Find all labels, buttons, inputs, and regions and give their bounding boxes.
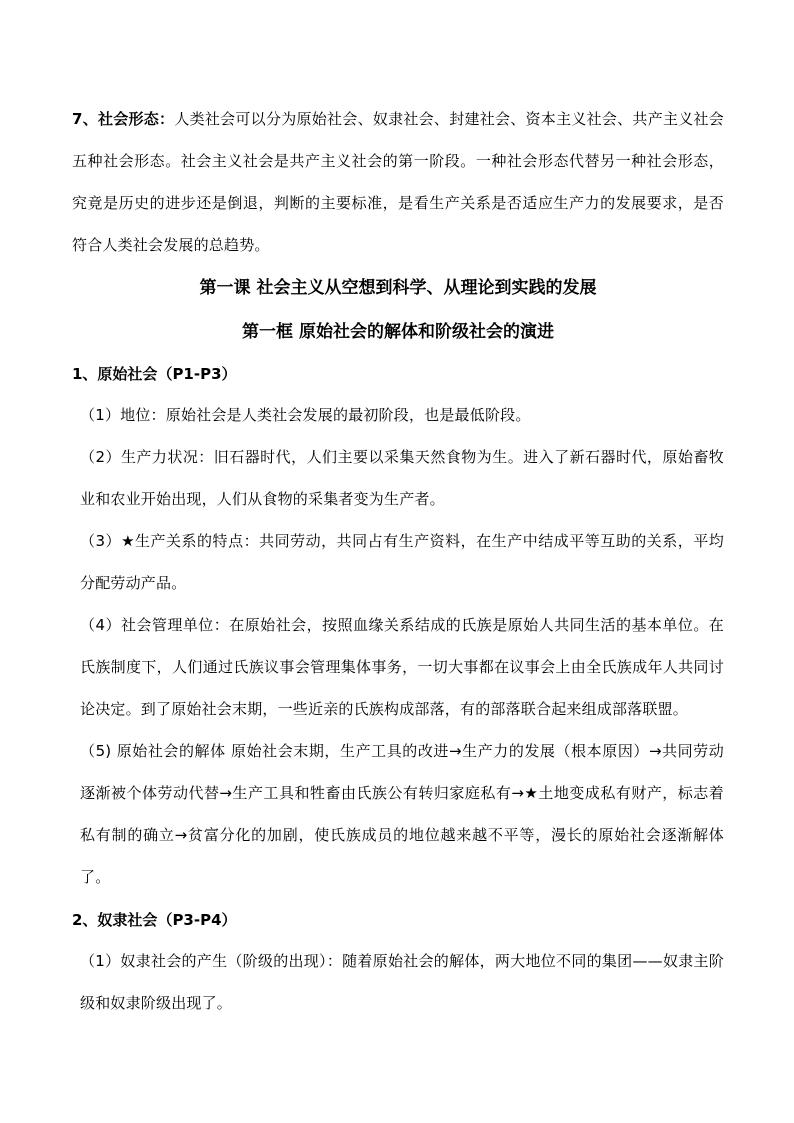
part-1-item-5: （5) 原始社会的解体 原始社会末期，生产工具的改进→生产力的发展（根本原因）→共同劳动逐渐被个体劳动代替→生产工具和牲畜由氏族公有转归家庭私有→★土地变成私有财产，标志着私有制的确立→贫富分化的加剧，使氏族成员的地位越来越不平等，漫长的原始社会逐渐解体了。: [80, 742, 724, 886]
document-body: [72, 98, 724, 1024]
lesson-title: 第一课 社会主义从空想到科学、从理论到实践的发展: [199, 278, 597, 298]
part-1-item-2: （2）生产力状况：旧石器时代，人们主要以采集天然食物为生。进入了新石器时代，原始畜牧业和农业开始出现，人们从食物的采集者变为生产者。: [80, 448, 724, 508]
part-2-item-1: （1）奴隶社会的产生（阶级的出现）：随着原始社会的解体，两大地位不同的集团——奴隶主阶级和奴隶阶级出现了。: [80, 952, 724, 1012]
part-2-heading: 2、奴隶社会（P3-P4）: [72, 911, 237, 929]
frame-title: 第一框 原始社会的解体和阶级社会的演进: [242, 322, 554, 342]
part-1-item-3: （3）★生产关系的特点：共同劳动，共同占有生产资料，在生产中结成平等互助的关系，平均分配劳动产品。: [80, 532, 724, 592]
section-7-text: 人类社会可以分为原始社会、奴隶社会、封建社会、资本主义社会、共产主义社会五种社会形态。社会主义社会是共产主义社会的第一阶段。一种社会形态代替另一种社会形态，究竟是历史的进步还是倒退，判断的主要标准，是看生产关系是否适应生产力的发展要求，是否符合人类社会发展的总趋势。: [72, 110, 724, 254]
section-7-label: 7、社会形态：: [72, 110, 175, 128]
part-1-item-4: （4）社会管理单位：在原始社会，按照血缘关系结成的氏族是原始人共同生活的基本单位。在氏族制度下，人们通过氏族议事会管理集体事务，一切大事都在议事会上由全氏族成年人共同讨论决定。到了原始社会末期，一些近亲的氏族构成部落，有的部落联合起来组成部落联盟。: [80, 616, 724, 718]
part-1-heading: 1、原始社会（P1-P3）: [72, 365, 237, 383]
section-7-paragraph: [72, 98, 724, 266]
part-1-item-1: （1）地位：原始社会是人类社会发展的最初阶段，也是最低阶段。: [80, 406, 531, 424]
